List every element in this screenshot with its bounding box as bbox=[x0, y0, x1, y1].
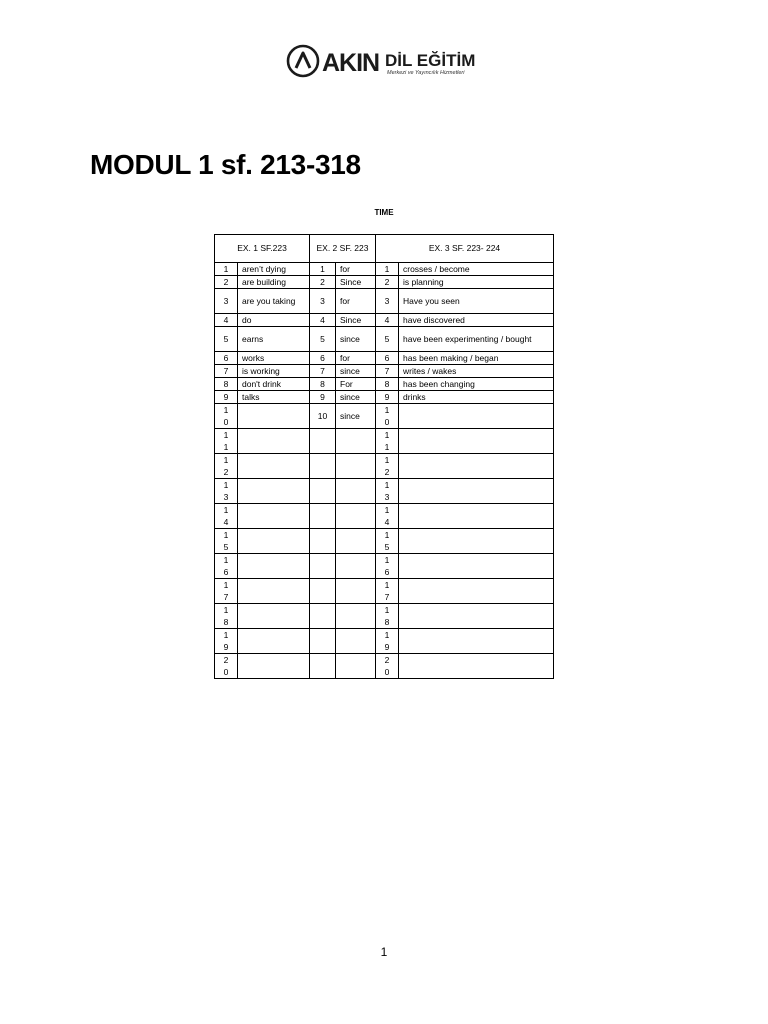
ex2-number: 7 bbox=[310, 365, 336, 378]
akin-logo-icon bbox=[286, 44, 320, 78]
ex1-number: 1 bbox=[215, 263, 238, 276]
ex3-answer bbox=[399, 579, 554, 604]
ex1-number bbox=[215, 429, 238, 454]
ex3-number-digit: 0 bbox=[384, 667, 390, 677]
ex3-number bbox=[376, 429, 399, 454]
ex3-number-digit: 1 bbox=[384, 530, 390, 540]
akin-logo bbox=[286, 44, 486, 84]
ex1-answer bbox=[238, 504, 310, 529]
ex2-number bbox=[310, 654, 336, 679]
ex2-number: 3 bbox=[310, 289, 336, 314]
ex1-answer: works bbox=[238, 352, 310, 365]
answer-table bbox=[214, 234, 554, 679]
ex1-number-digit: 9 bbox=[223, 642, 229, 652]
ex3-answer bbox=[399, 454, 554, 479]
ex3-number: 5 bbox=[376, 327, 399, 352]
ex1-number bbox=[215, 629, 238, 654]
ex3-number: 4 bbox=[376, 314, 399, 327]
ex2-number bbox=[310, 479, 336, 504]
ex3-number bbox=[376, 629, 399, 654]
ex3-answer: have been experimenting / bought bbox=[399, 327, 554, 352]
ex1-answer: earns bbox=[238, 327, 310, 352]
header-ex1: EX. 1 SF.223 bbox=[215, 235, 310, 263]
ex2-answer bbox=[336, 454, 376, 479]
ex1-answer bbox=[238, 554, 310, 579]
ex1-number-digit: 1 bbox=[223, 455, 229, 465]
ex2-answer: for bbox=[336, 289, 376, 314]
ex3-number-digit: 1 bbox=[384, 442, 390, 452]
ex1-number-digit: 1 bbox=[223, 530, 229, 540]
ex2-answer: Since bbox=[336, 314, 376, 327]
table-row bbox=[215, 365, 554, 378]
ex1-number: 5 bbox=[215, 327, 238, 352]
ex2-answer: Since bbox=[336, 276, 376, 289]
ex3-number bbox=[376, 654, 399, 679]
ex2-number: 2 bbox=[310, 276, 336, 289]
ex1-number-digit: 4 bbox=[223, 517, 229, 527]
ex1-answer bbox=[238, 629, 310, 654]
ex2-answer bbox=[336, 629, 376, 654]
ex3-number-digit: 2 bbox=[384, 655, 390, 665]
ex2-answer: since bbox=[336, 327, 376, 352]
ex1-number: 7 bbox=[215, 365, 238, 378]
ex1-answer: talks bbox=[238, 391, 310, 404]
ex2-number: 10 bbox=[310, 404, 336, 429]
ex2-number: 9 bbox=[310, 391, 336, 404]
section-label: TIME bbox=[374, 208, 394, 217]
ex3-number-digit: 1 bbox=[384, 455, 390, 465]
ex2-answer bbox=[336, 504, 376, 529]
ex2-answer bbox=[336, 529, 376, 554]
ex2-answer bbox=[336, 554, 376, 579]
ex1-number bbox=[215, 604, 238, 629]
table-row bbox=[215, 479, 554, 504]
ex2-answer: since bbox=[336, 365, 376, 378]
ex3-number-digit: 5 bbox=[384, 542, 390, 552]
ex2-number: 8 bbox=[310, 378, 336, 391]
ex3-answer bbox=[399, 529, 554, 554]
table-row bbox=[215, 604, 554, 629]
ex3-number: 9 bbox=[376, 391, 399, 404]
ex3-answer: writes / wakes bbox=[399, 365, 554, 378]
ex3-number bbox=[376, 554, 399, 579]
ex3-number bbox=[376, 529, 399, 554]
ex1-number-digit: 6 bbox=[223, 567, 229, 577]
table-row bbox=[215, 289, 554, 314]
ex1-number bbox=[215, 454, 238, 479]
ex2-answer bbox=[336, 604, 376, 629]
ex2-number bbox=[310, 529, 336, 554]
ex1-number: 2 bbox=[215, 276, 238, 289]
table-row bbox=[215, 391, 554, 404]
table-row bbox=[215, 529, 554, 554]
ex3-number-digit: 6 bbox=[384, 567, 390, 577]
ex1-answer: do bbox=[238, 314, 310, 327]
ex1-number-digit: 1 bbox=[223, 505, 229, 515]
ex3-number bbox=[376, 479, 399, 504]
table-row bbox=[215, 327, 554, 352]
ex3-answer: have discovered bbox=[399, 314, 554, 327]
ex1-number-digit: 8 bbox=[223, 617, 229, 627]
ex1-answer bbox=[238, 654, 310, 679]
table-row bbox=[215, 314, 554, 327]
ex3-number-digit: 1 bbox=[384, 430, 390, 440]
table-row bbox=[215, 504, 554, 529]
ex3-number: 6 bbox=[376, 352, 399, 365]
ex1-number bbox=[215, 404, 238, 429]
ex3-number bbox=[376, 604, 399, 629]
ex3-number: 7 bbox=[376, 365, 399, 378]
ex3-answer bbox=[399, 404, 554, 429]
ex1-answer: are building bbox=[238, 276, 310, 289]
table-row bbox=[215, 629, 554, 654]
ex2-answer: since bbox=[336, 404, 376, 429]
ex2-number bbox=[310, 579, 336, 604]
ex2-answer: for bbox=[336, 352, 376, 365]
ex1-number-digit: 7 bbox=[223, 592, 229, 602]
ex3-answer bbox=[399, 629, 554, 654]
table-row bbox=[215, 579, 554, 604]
ex3-answer: Have you seen bbox=[399, 289, 554, 314]
ex1-number bbox=[215, 504, 238, 529]
ex2-number bbox=[310, 604, 336, 629]
ex2-answer bbox=[336, 654, 376, 679]
ex2-answer: since bbox=[336, 391, 376, 404]
ex1-number bbox=[215, 479, 238, 504]
page-title: MODUL 1 sf. 213-318 bbox=[90, 149, 361, 180]
ex1-answer bbox=[238, 454, 310, 479]
ex3-number bbox=[376, 404, 399, 429]
ex3-number-digit: 1 bbox=[384, 605, 390, 615]
ex3-number-digit: 1 bbox=[384, 580, 390, 590]
ex3-number: 2 bbox=[376, 276, 399, 289]
ex1-answer bbox=[238, 579, 310, 604]
table-row bbox=[215, 263, 554, 276]
ex3-answer: is planning bbox=[399, 276, 554, 289]
ex3-answer bbox=[399, 604, 554, 629]
ex1-number-digit: 1 bbox=[223, 630, 229, 640]
ex3-number bbox=[376, 454, 399, 479]
ex1-number-digit: 1 bbox=[223, 580, 229, 590]
page-number: 1 bbox=[380, 945, 388, 959]
ex3-number: 8 bbox=[376, 378, 399, 391]
logo-name: DİL EĞİTİM bbox=[385, 51, 476, 70]
ex1-answer: aren’t dying bbox=[238, 263, 310, 276]
ex1-answer: is working bbox=[238, 365, 310, 378]
ex2-number: 5 bbox=[310, 327, 336, 352]
ex3-number-digit: 2 bbox=[384, 467, 390, 477]
ex1-number-digit: 1 bbox=[223, 555, 229, 565]
ex3-number-digit: 1 bbox=[384, 630, 390, 640]
ex2-number bbox=[310, 454, 336, 479]
ex1-number-digit: 1 bbox=[223, 605, 229, 615]
table-row bbox=[215, 454, 554, 479]
ex1-number-digit: 0 bbox=[223, 417, 229, 427]
ex1-number-digit: 1 bbox=[223, 442, 229, 452]
header-ex2: EX. 2 SF. 223 bbox=[310, 235, 376, 263]
ex1-number: 6 bbox=[215, 352, 238, 365]
ex1-number bbox=[215, 579, 238, 604]
ex1-number-digit: 5 bbox=[223, 542, 229, 552]
ex3-number-digit: 1 bbox=[384, 555, 390, 565]
ex3-number-digit: 4 bbox=[384, 517, 390, 527]
ex3-number bbox=[376, 579, 399, 604]
ex1-number-digit: 1 bbox=[223, 405, 229, 415]
ex3-answer bbox=[399, 654, 554, 679]
ex3-answer bbox=[399, 504, 554, 529]
logo-tagline: Merkezi ve Yayıncılık Hizmetleri bbox=[387, 70, 465, 76]
ex2-number: 1 bbox=[310, 263, 336, 276]
logo-brand: AKIN bbox=[322, 49, 380, 77]
ex1-number-digit: 1 bbox=[223, 480, 229, 490]
ex1-answer bbox=[238, 429, 310, 454]
ex2-number bbox=[310, 554, 336, 579]
ex3-number: 3 bbox=[376, 289, 399, 314]
ex1-answer: are you taking bbox=[238, 289, 310, 314]
table-row bbox=[215, 404, 554, 429]
ex1-answer: don't drink bbox=[238, 378, 310, 391]
ex2-answer bbox=[336, 429, 376, 454]
ex2-number bbox=[310, 629, 336, 654]
ex2-number: 4 bbox=[310, 314, 336, 327]
ex3-answer: drinks bbox=[399, 391, 554, 404]
ex1-number bbox=[215, 654, 238, 679]
ex1-number-digit: 1 bbox=[223, 430, 229, 440]
ex1-number-digit: 3 bbox=[223, 492, 229, 502]
table-row bbox=[215, 654, 554, 679]
ex1-answer bbox=[238, 479, 310, 504]
table-row bbox=[215, 276, 554, 289]
ex1-number-digit: 0 bbox=[223, 667, 229, 677]
ex2-number bbox=[310, 429, 336, 454]
ex3-number-digit: 0 bbox=[384, 417, 390, 427]
ex3-answer: crosses / become bbox=[399, 263, 554, 276]
table-row bbox=[215, 554, 554, 579]
ex3-number-digit: 7 bbox=[384, 592, 390, 602]
ex2-answer bbox=[336, 479, 376, 504]
ex3-number-digit: 1 bbox=[384, 405, 390, 415]
ex1-number: 4 bbox=[215, 314, 238, 327]
answer-table-body bbox=[215, 263, 554, 679]
ex3-number-digit: 9 bbox=[384, 642, 390, 652]
ex3-number bbox=[376, 504, 399, 529]
ex1-number: 3 bbox=[215, 289, 238, 314]
ex2-number bbox=[310, 504, 336, 529]
ex1-number-digit: 2 bbox=[223, 655, 229, 665]
ex1-number-digit: 2 bbox=[223, 467, 229, 477]
table-row bbox=[215, 352, 554, 365]
table-row bbox=[215, 429, 554, 454]
ex1-answer bbox=[238, 404, 310, 429]
ex3-answer bbox=[399, 554, 554, 579]
ex1-number: 9 bbox=[215, 391, 238, 404]
ex3-answer: has been changing bbox=[399, 378, 554, 391]
ex1-number bbox=[215, 554, 238, 579]
ex3-number-digit: 1 bbox=[384, 505, 390, 515]
ex3-number-digit: 8 bbox=[384, 617, 390, 627]
ex1-answer bbox=[238, 604, 310, 629]
ex1-number bbox=[215, 529, 238, 554]
ex3-number-digit: 1 bbox=[384, 480, 390, 490]
ex3-answer: has been making / began bbox=[399, 352, 554, 365]
ex2-answer: For bbox=[336, 378, 376, 391]
ex3-answer bbox=[399, 429, 554, 454]
ex2-number: 6 bbox=[310, 352, 336, 365]
ex1-answer bbox=[238, 529, 310, 554]
ex3-number-digit: 3 bbox=[384, 492, 390, 502]
table-row bbox=[215, 378, 554, 391]
ex3-number: 1 bbox=[376, 263, 399, 276]
ex1-number: 8 bbox=[215, 378, 238, 391]
header-ex3: EX. 3 SF. 223- 224 bbox=[376, 235, 554, 263]
ex3-answer bbox=[399, 479, 554, 504]
ex2-answer bbox=[336, 579, 376, 604]
ex2-answer: for bbox=[336, 263, 376, 276]
